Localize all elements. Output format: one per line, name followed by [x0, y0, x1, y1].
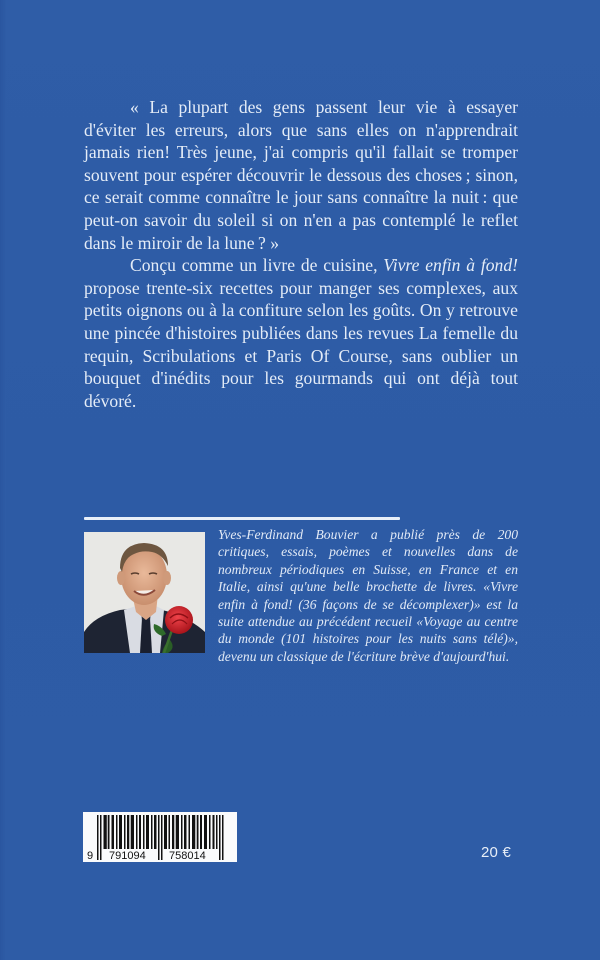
author-portrait-icon	[84, 532, 205, 653]
price: 20 €	[481, 844, 511, 861]
cover-edge	[0, 0, 6, 960]
author-bio	[218, 526, 518, 665]
author-photo	[84, 532, 205, 653]
isbn-prefix: 9	[87, 850, 94, 862]
blurb-description-body: propose trente-six recettes pour manger ses complexes, aux petits oignons ou à la confiture selon les goûts. On y retrouve une pincée d'histoires publiées dans les revues La femelle du requin, Scribulations et Paris Of Course, sans oublier un bouquet d'inédits pour les gourmands qui ont déjà tout dévoré.	[84, 277, 518, 411]
blurb-description	[84, 254, 518, 412]
book-title: Vivre enfin à fond!	[383, 255, 518, 276]
isbn-right: 758014	[169, 850, 206, 862]
author-bio-text: Yves-Ferdinand Bouvier a publié près de 200 critiques, essais, poèmes et nouvelles dans de nombreux périodiques en Suisse, en France et en Italie, ainsi qu'une belle brochette de livres. «Vivre enfin à fond! (36 façons de se décomplexer)» est la suite attendue au précédent recueil «Voyage au centre du monde (101 histoires pour les nuits sans télé)», devenu un classique de l'écriture brève d'aujourd'hui.	[218, 527, 518, 664]
isbn-barcode	[83, 812, 237, 862]
blurb-description-intro: Conçu comme un livre de cuisine,	[130, 255, 384, 276]
blurb	[84, 96, 518, 412]
divider-line	[84, 517, 400, 520]
barcode-icon	[83, 812, 237, 862]
isbn-left: 791094	[109, 850, 146, 862]
blurb-quote: « La plupart des gens passent leur vie à essayer d'éviter les erreurs, alors que sans elles on n'apprendrait jamais rien! Très jeune, j'ai compris qu'il fallait se tromper souvent pour espérer découvrir le dessous des choses ; sinon, ce serait comme connaître le jour sans connaître la nuit : que peut-on savoir du soleil si on n'en a pas contemplé le reflet dans le miroir de la lune ? »	[84, 97, 518, 253]
